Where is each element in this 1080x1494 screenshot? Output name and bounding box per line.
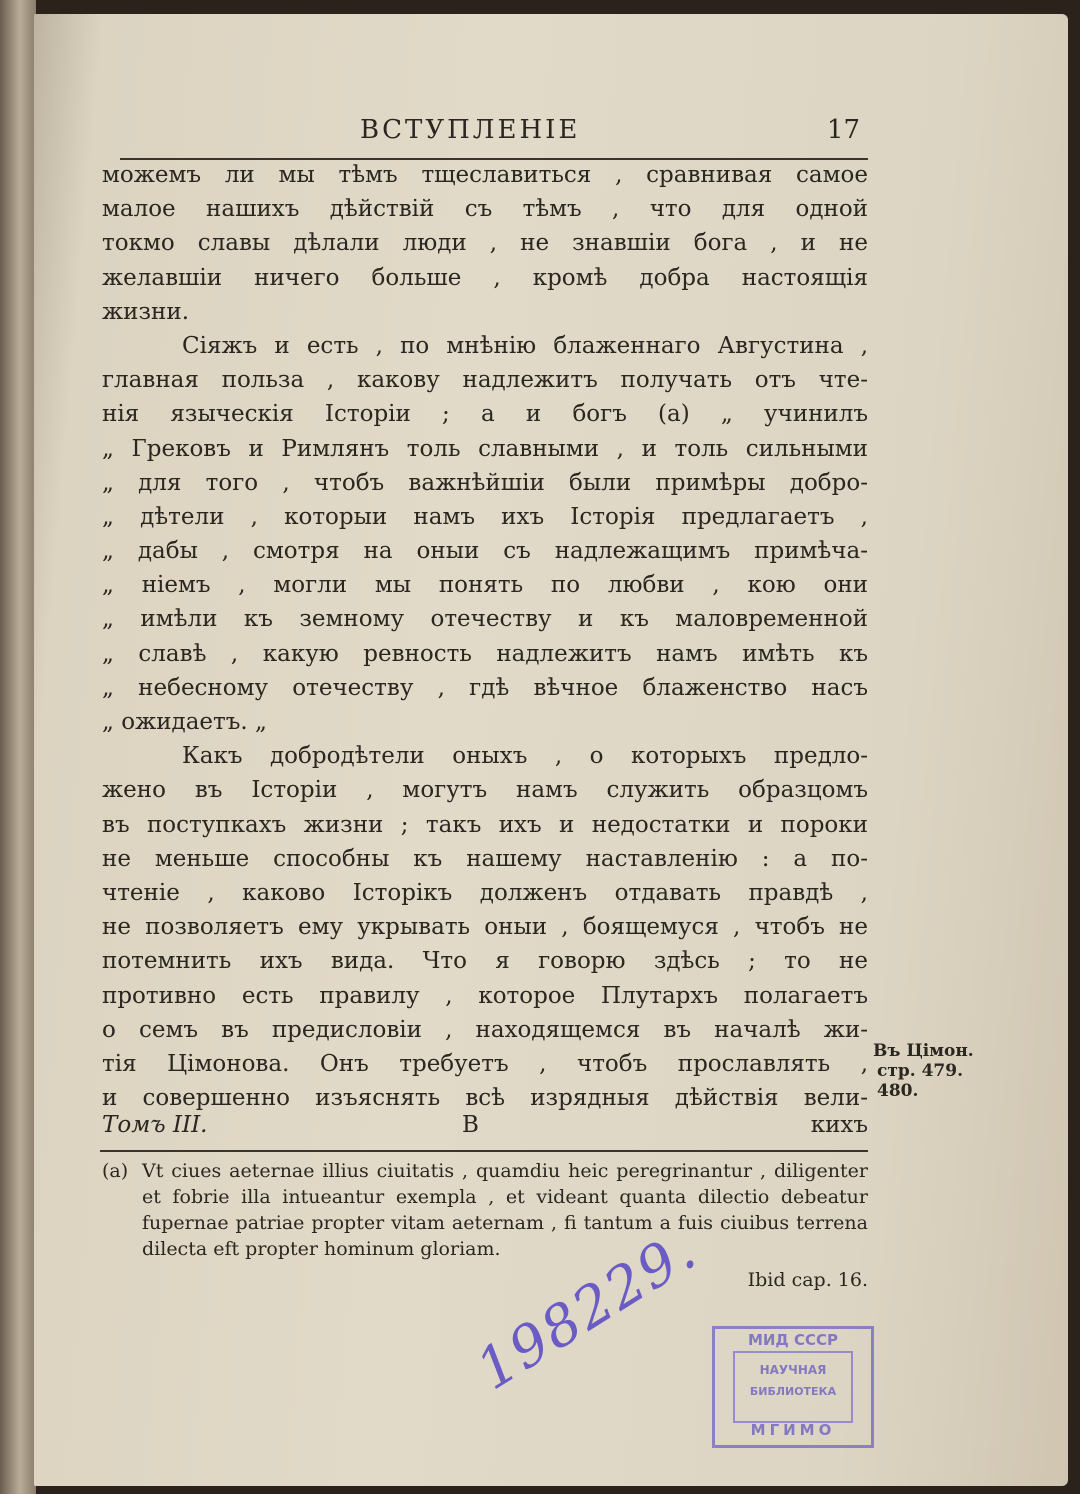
handwritten-inventory-number: 198229.: [465, 1217, 709, 1403]
page-number: 17: [826, 115, 860, 145]
text-line: тія Цімонова. Онъ требуетъ , чтобъ прославлять ,: [102, 1050, 868, 1077]
running-head: [360, 115, 860, 155]
footnote-source: Ibid cap. 16.: [747, 1269, 868, 1291]
footnote-line: [102, 1158, 868, 1184]
text-line: Сіяжъ и есть , по мнѣнію блаженнаго Августина ,: [182, 332, 868, 359]
text-line: „ ожидаетъ. „: [102, 709, 267, 735]
running-title: ВСТУПЛЕНІЕ: [360, 115, 581, 145]
signature-mark: В: [462, 1112, 479, 1138]
stamp-line: НАУЧНАЯ: [759, 1363, 827, 1377]
text-line: Какъ добродѣтели оныхъ , о которыхъ предло-: [182, 743, 868, 770]
text-line: желавшіи ничего больше , кромѣ добра настоящія: [102, 264, 868, 291]
margin-note-line: стр. 479.: [877, 1061, 964, 1081]
margin-note-line: 480.: [877, 1081, 919, 1101]
text-line: „ дѣтели , которыи намъ ихъ Історія предлагаетъ ,: [102, 503, 868, 530]
text-line: главная польза , какову надлежитъ получать отъ чте-: [102, 367, 868, 394]
text-line: жено въ Історіи , могутъ намъ служить образцомъ: [102, 777, 868, 804]
text-line: о семъ въ предисловіи , находящемся въ началѣ жи-: [102, 1016, 868, 1043]
text-line: чтеніе , каково Історікъ долженъ отдавать правдѣ ,: [102, 879, 868, 906]
text-line: малое нашихъ дѣйствій съ тѣмъ , что для одной: [102, 196, 868, 223]
body-text: [102, 158, 868, 1115]
text-line: не меньше способны къ нашему наставленію : а по-: [102, 845, 868, 872]
text-line: „ для того , чтобъ важнѣйшіи были примѣры добро-: [102, 469, 868, 496]
stamp-line: МИД СССР: [747, 1331, 839, 1349]
footnote-text: Vt ciues aeternae illius ciuitatis , quamdiu heic peregrinantur , diligenter: [142, 1160, 868, 1182]
stamp-line: БИБЛИОТЕКА: [749, 1385, 837, 1398]
text-line: токмо славы дѣлали люди , не знавшіи бога , и не: [102, 230, 868, 257]
text-line: противно есть правилу , которое Плутархъ полагаетъ: [102, 982, 868, 1009]
margin-note-line: Въ Цімон.: [873, 1041, 974, 1061]
text-line: „ ніемъ , могли мы понять по любви , кою они: [102, 572, 868, 599]
text-line: потемнить ихъ вида. Что я говорю здѣсь ; то не: [102, 948, 868, 975]
stamp-line: МГИМО: [750, 1421, 836, 1439]
text-line: „ имѣли къ земному отечеству и къ маловременной: [102, 606, 868, 633]
text-line: „ небесному отечеству , гдѣ вѣчное блаженство насъ: [102, 674, 868, 701]
facing-page-edge: [0, 0, 36, 1494]
library-stamp: [712, 1326, 874, 1448]
footnote-rule: [100, 1150, 868, 1152]
text-line: „ Грековъ и Римлянъ толь славными , и толь сильными: [102, 435, 868, 462]
text-line: въ поступкахъ жизни ; такъ ихъ и недостатки и пороки: [102, 811, 868, 838]
text-line: жизни.: [102, 298, 190, 325]
footnote-line: et fobrie illa intueantur exempla , et videant quanta dilectio debeatur: [142, 1186, 868, 1208]
footnote: [102, 1158, 868, 1262]
text-line: „ дабы , смотря на оныи съ надлежащимъ примѣча-: [102, 538, 868, 565]
text-line: и совершенно изъяснять всѣ изрядныя дѣйствія вели-: [102, 1085, 868, 1112]
catchword: кихъ: [810, 1112, 868, 1138]
text-line: не позволяетъ ему укрывать оныи , боящемуся , чтобъ не: [102, 914, 868, 941]
text-line: нія языческія Історіи ; а и богъ (а) „ учинилъ: [102, 401, 868, 428]
footnote-marker: (а): [102, 1160, 129, 1182]
signature-line: [102, 1108, 868, 1142]
volume-label: Томъ III.: [102, 1112, 208, 1138]
footnote-line: fupernae patriae propter vitam aeternam , fi tantum a fuis ciuibus terrena: [142, 1212, 868, 1234]
margin-note: [873, 1041, 993, 1101]
footnote-line: dilecta eft propter hominum gloriam.: [142, 1238, 501, 1260]
text-line: можемъ ли мы тѣмъ тщеславиться , сравнивая самое: [102, 162, 868, 188]
text-line: „ славѣ , какую ревность надлежитъ намъ имѣть къ: [102, 640, 868, 667]
